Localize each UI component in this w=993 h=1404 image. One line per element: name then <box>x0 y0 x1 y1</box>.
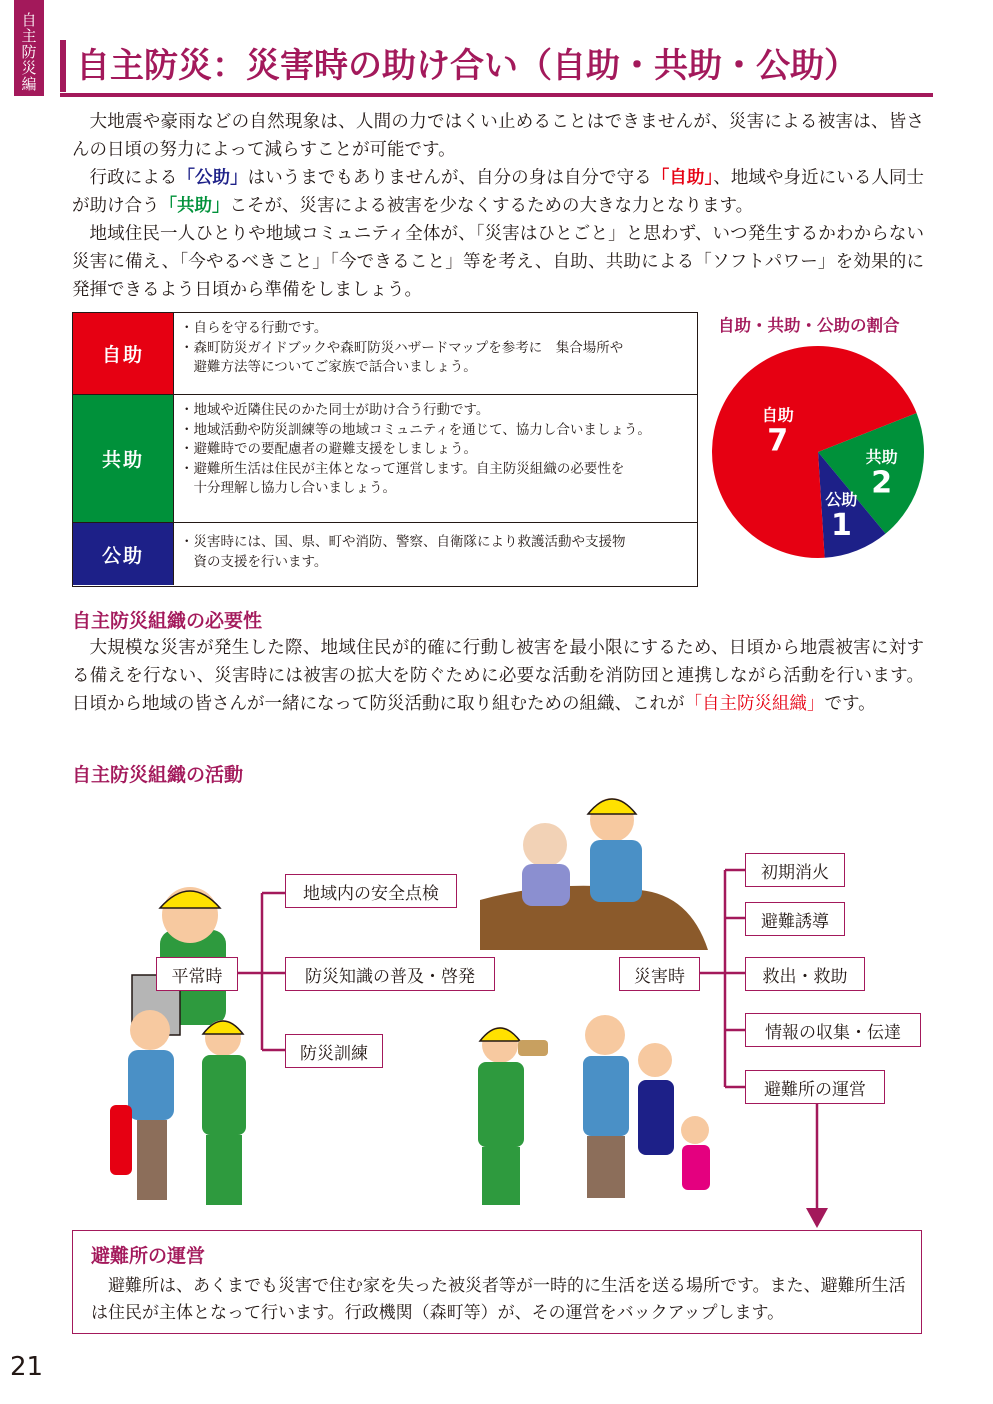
desc-line: ・災害時には、国、県、町や消防、警察、自衛隊により救護活動や支援物 <box>180 534 626 550</box>
text-span: です。 <box>824 694 876 714</box>
shelter-paragraph: 避難所は、あくまでも災害で住む家を失った被災者等が一時的に生活を送る場所です。また、避難所生活は住民が主体となって行います。行政機関（森町等）が、その運営をバックアップします。 <box>91 1276 906 1323</box>
rescue-scene-icon <box>480 798 708 950</box>
desc-line: ・避難時での要配慮者の避難支援をしましょう。 <box>180 441 477 457</box>
intro-text <box>72 108 924 304</box>
intro-paragraph-2 <box>72 164 924 220</box>
disaster-item-evacuation: 避難誘導 <box>745 902 845 936</box>
pie-slice-label: 自助 <box>761 405 794 425</box>
roles-table <box>72 312 698 587</box>
normal-item-knowledge: 防災知識の普及・啓発 <box>285 957 495 991</box>
desc-line: ・地域や近隣住民のかた同士が助け合う行動です。 <box>180 402 490 418</box>
row-description <box>174 395 697 522</box>
desc-line: 資の支援を行います。 <box>180 553 328 570</box>
row-label: 公助 <box>73 523 174 585</box>
pie-chart <box>708 342 928 562</box>
disaster-item-information: 情報の収集・伝達 <box>745 1013 921 1047</box>
pie-slice-value: 2 <box>871 465 893 501</box>
intro-paragraph-3: 地域住民一人ひとりや地域コミュニティ全体が、「災害はひとごと」と思わず、いつ発生するかわからない災害に備え、「今やるべきこと」「今できること」等を考え、自助、共助による「ソフトパワー」を効果的に発揮できるよう日頃から準備をしましょう。 <box>72 224 924 300</box>
desc-line: ・自らを守る行動です。 <box>180 320 328 336</box>
evacuation-guidance-icon <box>478 1015 710 1205</box>
desc-line: ・避難所生活は住民が主体となって運営します。自主防災組織の必要性を <box>180 460 625 477</box>
keyword-jishu-bosai: 「自主防災組織」 <box>684 694 825 714</box>
text-span: 、地域や身近にいる人同士が助け合う <box>72 168 925 216</box>
desc-line: 十分理解し協力し合いましょう。 <box>180 480 396 496</box>
pie-slice-label: 公助 <box>825 490 858 510</box>
desc-line: 避難方法等についてご家族で話合いましょう。 <box>180 359 477 375</box>
row-description <box>174 523 697 585</box>
table-row-jijo <box>73 313 697 395</box>
desc-line: ・森町防災ガイドブックや森町防災ハザードマップを参考に 集合場所や <box>180 339 624 356</box>
row-label: 共助 <box>73 395 174 522</box>
disaster-item-firefighting: 初期消火 <box>745 853 845 887</box>
page-number: 21 <box>10 1352 44 1382</box>
text-span: こそが、災害による被害を少なくするための大きな力となります。 <box>229 196 754 216</box>
section-tab: 自主防災編 <box>14 0 44 96</box>
text-span: はいうまでもありませんが、自分の身は自分で守る <box>247 168 652 188</box>
normal-item-safety-check: 地域内の安全点検 <box>285 874 457 908</box>
normal-item-drill: 防災訓練 <box>285 1034 383 1068</box>
pie-title: 自助・共助・公助の割合 <box>718 316 900 335</box>
disaster-item-shelter: 避難所の運営 <box>745 1070 885 1104</box>
shelter-text <box>91 1273 906 1327</box>
disaster-time-box: 災害時 <box>619 957 700 991</box>
page-title: 自主防災：災害時の助け合い（自助・共助・公助） <box>76 46 858 86</box>
extinguisher-training-icon <box>110 1010 246 1205</box>
row-description <box>174 313 697 394</box>
shelter-box <box>72 1230 922 1334</box>
title-accent-bar <box>60 40 66 92</box>
keyword-kojo: 「公助」 <box>177 168 248 188</box>
pie-slice-label: 共助 <box>865 447 898 467</box>
shelter-heading: 避難所の運営 <box>91 1245 206 1267</box>
normal-time-box: 平常時 <box>156 957 238 991</box>
text-span: 大規模な災害が発生した際、地域住民が的確に行動し被害を最小限にするため、日頃から地震被害に対する備えを行ない、災害時には被害の拡大を防ぐために必要な活動を消防団と連携しながら活動を行います。日頃から地域の皆さんが一緒になって防災活動に取り組むための組織、これが <box>72 638 924 714</box>
pie-slice-value: 1 <box>830 508 852 544</box>
necessity-paragraph <box>72 634 924 718</box>
pie-slice-value: 7 <box>767 423 789 459</box>
disaster-item-rescue: 救出・救助 <box>745 957 865 991</box>
desc-line: ・地域活動や防災訓練等の地域コミュニティを通じて、協力し合いましょう。 <box>180 421 651 438</box>
table-row-kyojo <box>73 395 697 523</box>
text-span: 行政による <box>89 168 178 188</box>
section-heading-necessity: 自主防災組織の必要性 <box>72 610 263 632</box>
table-row-kojo <box>73 523 697 585</box>
necessity-text <box>72 634 924 718</box>
intro-paragraph-1: 大地震や豪雨などの自然現象は、人間の力ではくい止めることはできませんが、災害による被害は、皆さんの日頃の努力によって減らすことが可能です。 <box>72 112 924 160</box>
arrow-down-icon <box>806 1208 828 1228</box>
section-heading-activities: 自主防災組織の活動 <box>72 764 244 786</box>
keyword-jijo: 「自助」 <box>651 168 714 188</box>
title-underline <box>60 93 933 97</box>
row-label: 自助 <box>73 313 174 394</box>
keyword-kyojo: 「共助」 <box>159 196 230 216</box>
